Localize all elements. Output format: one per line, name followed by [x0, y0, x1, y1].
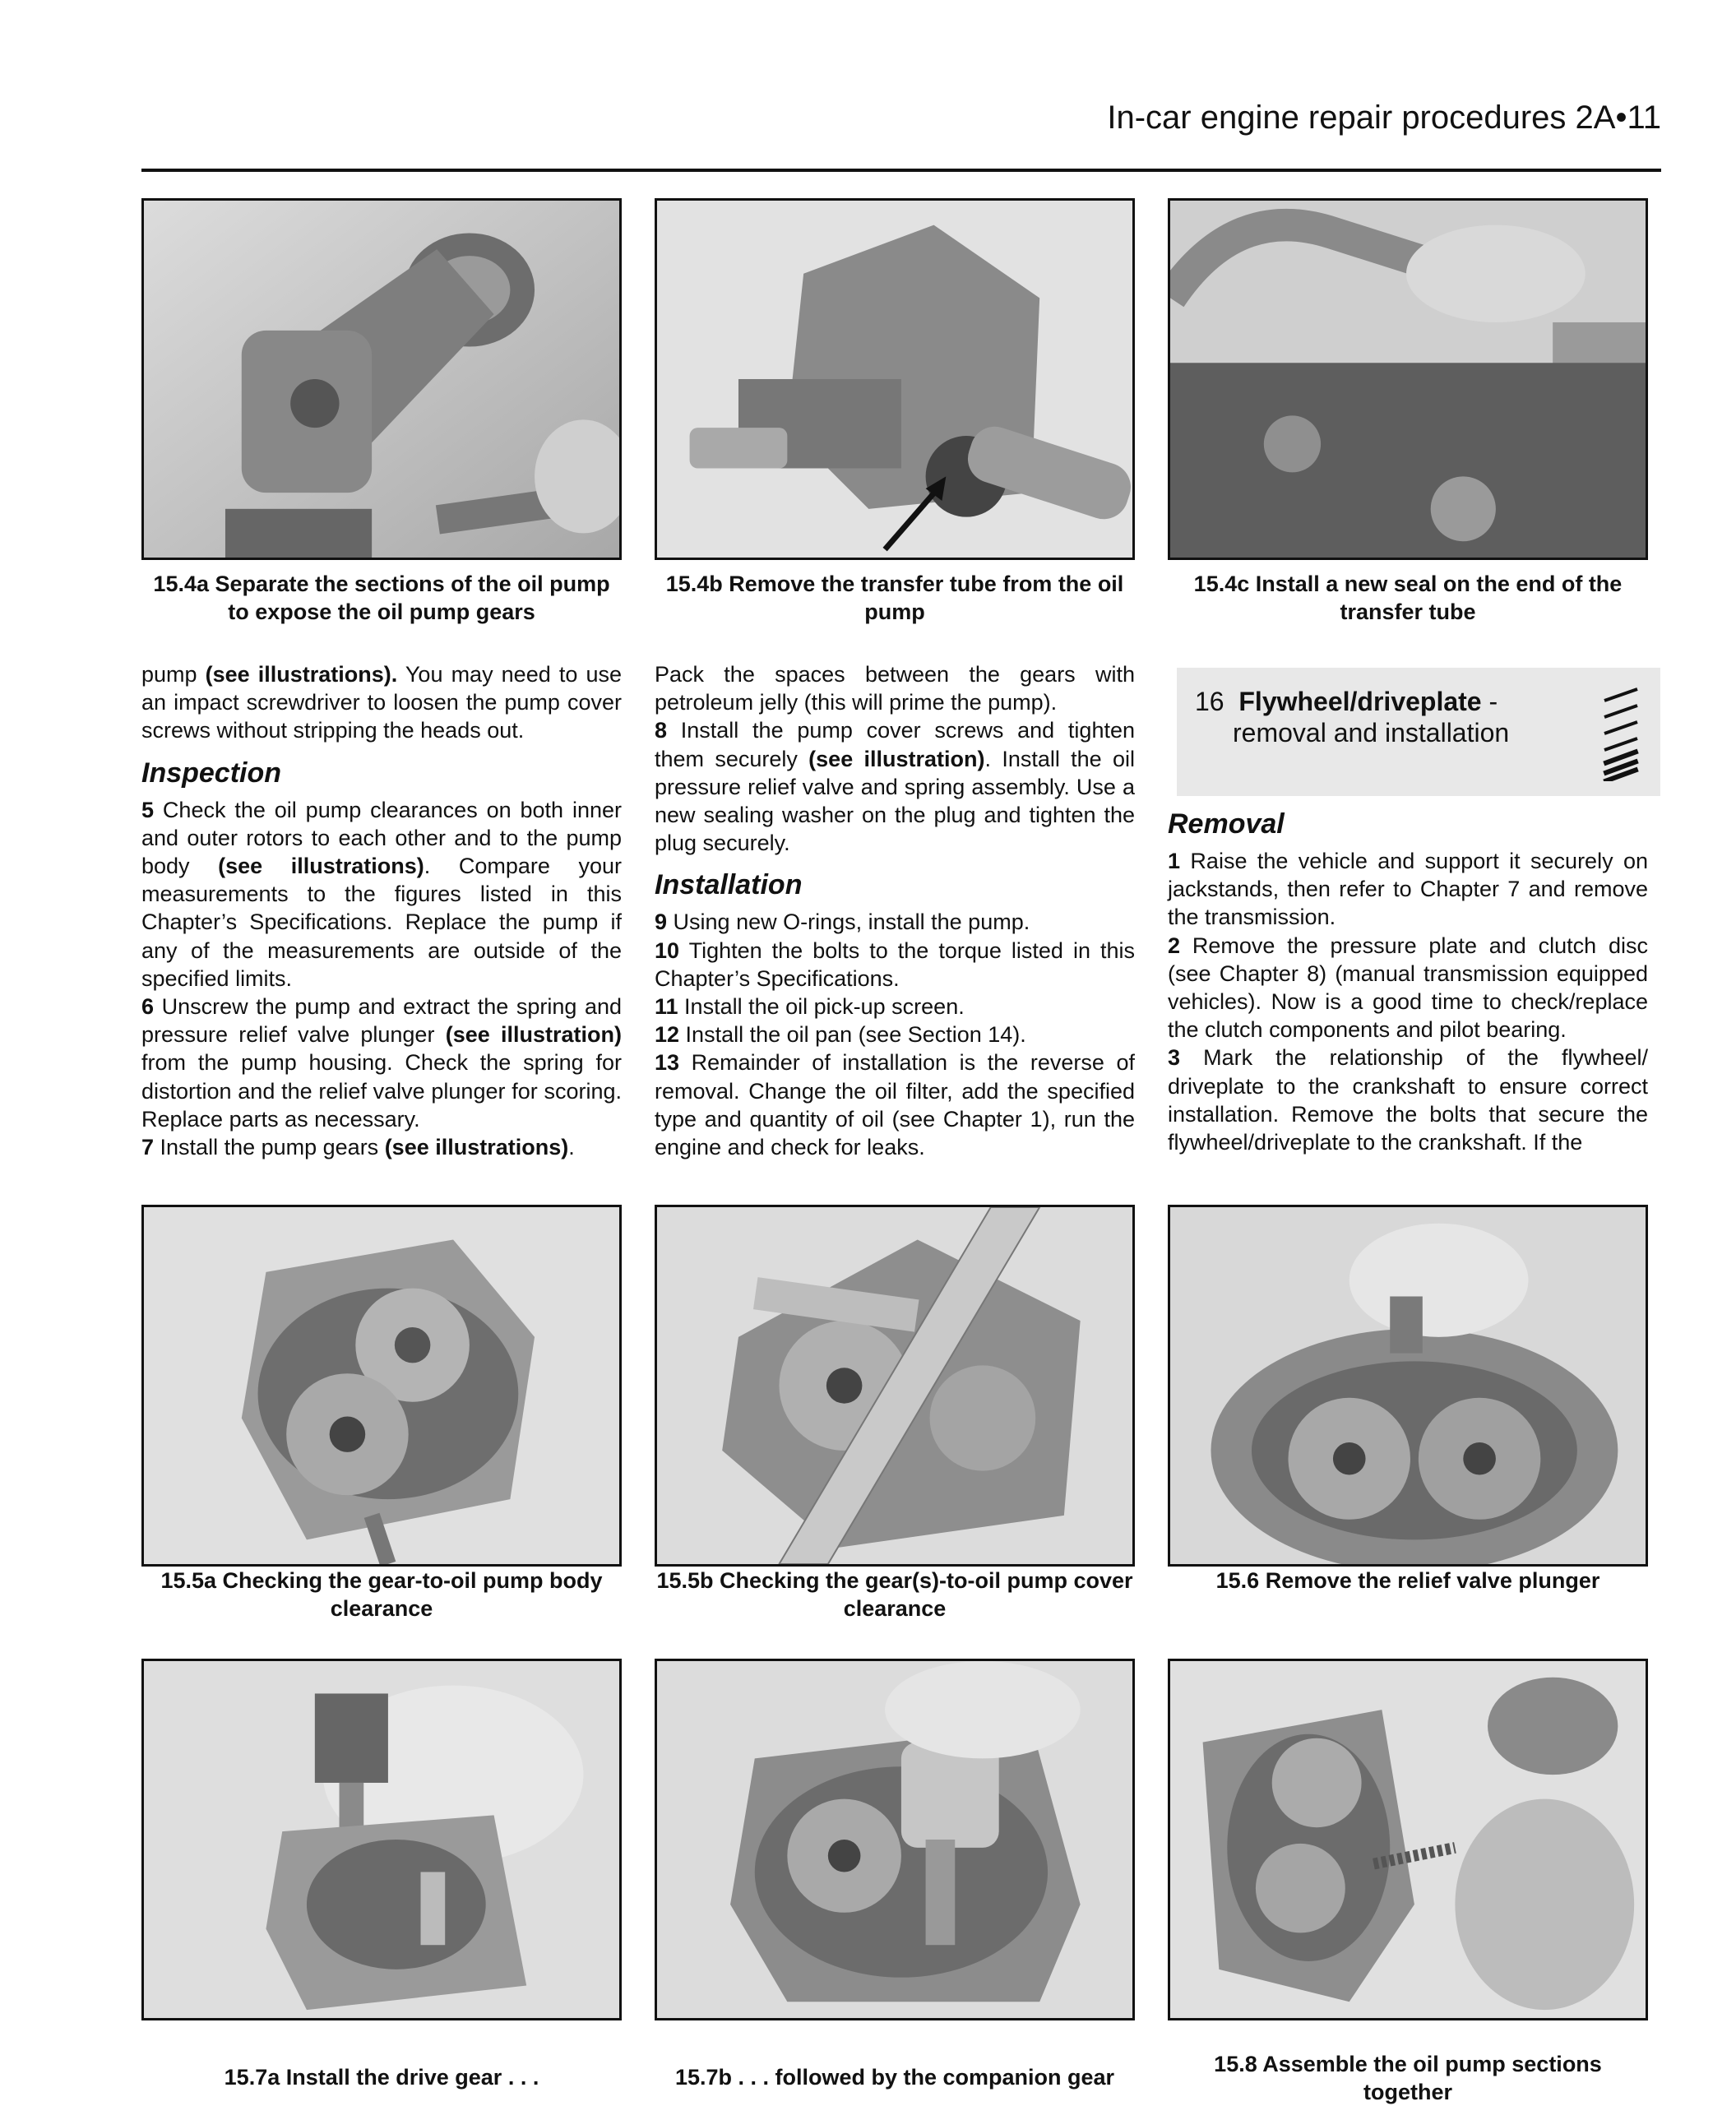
photo-15-7b	[655, 1659, 1135, 2020]
caption-15-4b: 15.4b Remove the transfer tube from the oil pump	[665, 572, 1124, 624]
paragraph: 11 Install the oil pick-up screen.	[655, 994, 965, 1020]
heading-inspection: Inspection	[141, 757, 282, 789]
photo-15-4b	[655, 198, 1135, 560]
paragraph: 2 Remove the pressure plate and clutch disc (see Chapter 8) (manual transmission equipped vehicles). Now is a good time to check/replace the clutch components and pilot bearing.	[1168, 933, 1648, 1043]
paragraph: pump (see illustrations). You may need to use an impact screwdriver to loosen the pump cover screws without stripping the heads out.	[141, 662, 622, 743]
photo-15-5a	[141, 1205, 622, 1567]
caption-15-6: 15.6 Remove the relief valve plunger	[1215, 1568, 1600, 1593]
paragraph: 8 Install the pump cover screws and tighten them securely (see illustration). Install the oil pressure relief valve and spring assembly. Use a new sealing washer on the plug and tighten the plug securely.	[655, 718, 1135, 856]
section-heading-box	[1177, 668, 1660, 796]
paragraph: 7 Install the pump gears (see illustrations).	[141, 1135, 575, 1160]
paragraph: Pack the spaces between the gears with petroleum jelly (this will prime the pump).	[655, 662, 1135, 715]
paragraph: 10 Tighten the bolts to the torque listed in this Chapter’s Specifications.	[655, 937, 1135, 991]
section-subtitle: removal and installation	[1233, 718, 1510, 748]
header-rule	[141, 169, 1661, 172]
paragraph: 13 Remainder of installation is the reverse of removal. Change the oil filter, add the specified type and quantity of oil (see Chapter 1), run the engine and check for leaks.	[655, 1050, 1135, 1160]
text-column-3	[1168, 808, 1648, 1156]
paragraph: 1 Raise the vehicle and support it securely on jackstands, then refer to Chapter 7 and remove the transmission.	[1168, 849, 1648, 930]
caption-15-5a: 15.5a Checking the gear-to-oil pump body clearance	[160, 1568, 603, 1621]
running-header: In-car engine repair procedures 2A•11	[1107, 100, 1661, 136]
text-column-1	[141, 660, 622, 1161]
section-title: 16 Flywheel/driveplate -	[1195, 687, 1498, 716]
photo-15-7a	[141, 1659, 622, 2020]
photo-15-4a	[141, 198, 622, 560]
heading-removal: Removal	[1168, 808, 1285, 840]
paragraph: 12 Install the oil pan (see Section 14).	[655, 1022, 1026, 1048]
caption-15-4c: 15.4c Install a new seal on the end of the transfer tube	[1193, 572, 1623, 624]
caption-15-8: 15.8 Assemble the oil pump sections together	[1214, 2052, 1602, 2104]
caption-15-4a: 15.4a Separate the sections of the oil pump to expose the oil pump gears	[153, 572, 610, 624]
paragraph: 9 Using new O-rings, install the pump.	[655, 910, 1030, 935]
heading-installation: Installation	[655, 869, 803, 901]
photo-15-4c	[1168, 198, 1648, 560]
paragraph: 5 Check the oil pump clearances on both inner and outer rotors to each other and to the pump body (see illustrations). Compare your measurements to the figures listed in this Chapter’s Specifications. Replace the pump if any of the measurements are outside of the specified limits.	[141, 797, 622, 991]
difficulty-wrench-icon	[1599, 683, 1646, 781]
text-column-2	[655, 660, 1135, 1161]
paragraph: 6 Unscrew the pump and extract the spring and pressure relief valve plunger (see illustration) from the pump housing. Check the spring for distortion and the relief valve plunger for scoring. Replace parts as necessary.	[141, 994, 622, 1132]
photo-15-5b	[655, 1205, 1135, 1567]
photo-15-8	[1168, 1659, 1648, 2020]
caption-15-5b: 15.5b Checking the gear(s)-to-oil pump cover clearance	[656, 1568, 1133, 1621]
paragraph: 3 Mark the relationship of the flywheel/ driveplate to the crankshaft to ensure correct installation. Remove the bolts that secure the flywheel/driveplate to the crankshaft. If the	[1168, 1045, 1648, 1155]
caption-15-7b: 15.7b . . . followed by the companion gear	[674, 2065, 1115, 2090]
photo-15-6	[1168, 1205, 1648, 1567]
caption-15-7a: 15.7a Install the drive gear . . .	[224, 2065, 539, 2090]
